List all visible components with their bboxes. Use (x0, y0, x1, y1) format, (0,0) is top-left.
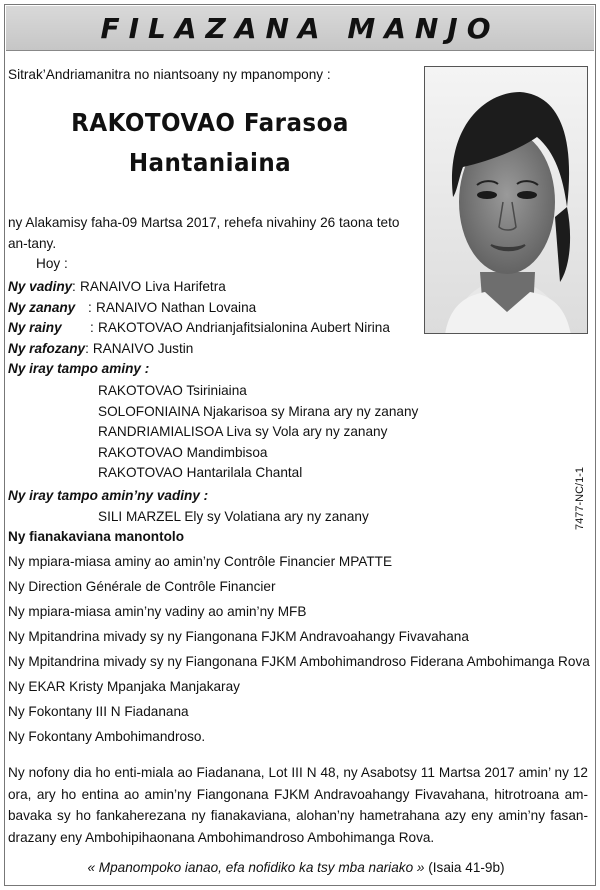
spouse-siblings-label: Ny iray tampo amin’ny vadiny : (8, 488, 209, 503)
relative-role: Ny rafozany (8, 340, 86, 356)
sibling-item: RAKOTOVAO Mandimbisoa (98, 444, 268, 460)
bible-quote (0, 860, 592, 875)
notice-header (6, 6, 594, 51)
others-item: Ny Direction Générale de Contrôle Financier (8, 579, 276, 594)
relative-names: RAKOTOVAO Andrianjafitsialonina Aubert Nirina (98, 320, 390, 336)
relative-row (8, 298, 390, 319)
ad-reference: 7477-NC/1-1 (574, 467, 586, 530)
relative-sep: : (88, 299, 92, 315)
relative-sep: : (85, 340, 89, 356)
intro-text: Sitrak’Andriamanitra no niantsoany ny mpanompony : (8, 67, 331, 82)
deceased-name: RAKOTOVAO Farasoa (71, 108, 349, 137)
others-item: Ny Mpitandrina mivady sy ny Fiangonana FJKM Ambohimandroso Fiderana Ambohimanga Rova (8, 654, 590, 669)
relative-names: RANAIVO Nathan Lovaina (96, 299, 257, 315)
others-item: Ny mpiara-miasa aminy ao amin’ny Contrôle Financier MPATTE (8, 554, 393, 569)
sibling-item: RAKOTOVAO Tsiriniaina (98, 383, 247, 398)
others-list (8, 552, 590, 752)
deceased-photo (424, 66, 588, 334)
quote-ref: (Isaia 41-9b) (428, 860, 505, 875)
death-notice-text (8, 213, 418, 275)
relative-row (8, 339, 390, 360)
portrait-image (425, 67, 588, 334)
siblings-label: Ny iray tampo aminy : (8, 361, 150, 377)
relative-names: RANAIVO Liva Harifetra (80, 279, 226, 294)
sibling-item: SOLOFONIAINA Njakarisoa sy Mirana ary ny zanany (98, 403, 419, 419)
relatives-list (8, 277, 390, 380)
family-label: Ny fianakaviana manontolo (8, 529, 185, 544)
sibling-item: RAKOTOVAO Hantarilala Chantal (98, 465, 303, 481)
quote-text: « Mpanompoko ianao, efa nofidiko ka tsy mba nariako » (87, 860, 425, 875)
others-item: Ny EKAR Kristy Mpanjaka Manjakaray (8, 679, 240, 694)
relative-sep: : (90, 320, 94, 336)
sibling-item: RANDRIAMIALISOA Liva sy Vola ary ny zanany (98, 424, 388, 440)
hoy-label: Hoy : (36, 256, 68, 272)
relative-role: Ny rainy (8, 320, 62, 336)
notice-title: FILAZANA MANJO (100, 11, 500, 45)
relative-row (8, 277, 390, 298)
siblings-list (98, 381, 418, 484)
others-item: Ny Mpitandrina mivady sy ny Fiangonana FJKM Andravoahangy Fivavahana (8, 629, 469, 644)
funeral-paragraph: Ny nofony dia ho enti-miala ao Fiadanana, Lot III N 48, ny Asabotsy 11 Martsa 2017 amin’ ny 12 ora, ary ho entina ao amin’ny Fiangonana FJKM Andravoahangy Fivavahana, hitrotroana am-bavaka sy ho fankaherezana ny fianakaviana, alohan’ny hametrahana azy eny amin’ny fasan-drazany eny Ambohipihaonana Ambohimandroso Ambohimanga Rova. (8, 765, 588, 845)
others-item: Ny Fokontany III N Fiadanana (8, 704, 189, 719)
deceased-name-2: Hantaniaina (128, 148, 292, 177)
relative-role: Ny vadiny (8, 279, 73, 294)
death-date-text: ny Alakamisy faha-09 Martsa 2017, rehefa nivahiny 26 taona teto an-tany. (8, 215, 400, 251)
relative-role: Ny zanany (8, 299, 76, 315)
spouse-siblings-item: SILI MARZEL Ely sy Volatiana ary ny zanany (98, 509, 369, 524)
others-item: Ny Fokontany Ambohimandroso. (8, 729, 206, 744)
others-item: Ny mpiara-miasa amin’ny vadiny ao amin’ny MFB (8, 604, 307, 619)
relative-names: RANAIVO Justin (92, 340, 194, 356)
relative-row (8, 318, 390, 339)
relative-sep: : (72, 279, 76, 294)
